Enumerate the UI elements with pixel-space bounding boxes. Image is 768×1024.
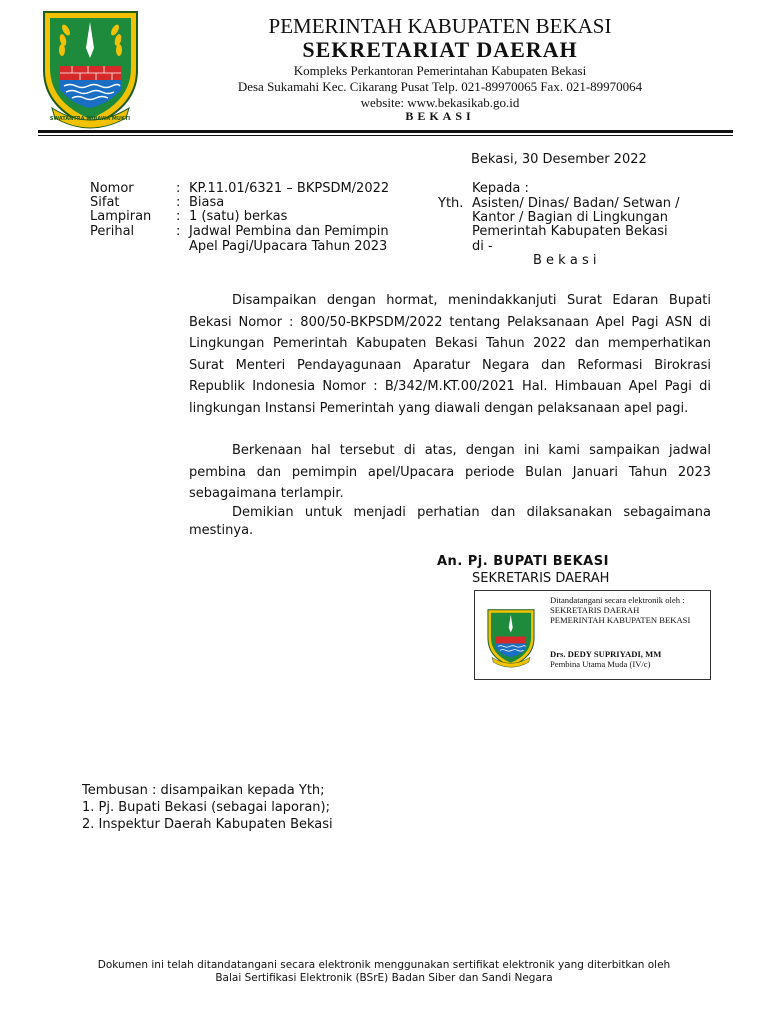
- footer-line-2: Balai Sertifikasi Elektronik (BSrE) Badan Siber dan Sandi Negara: [215, 972, 553, 984]
- signature-office: SEKRETARIS DAERAH: [472, 571, 610, 586]
- lampiran-value: 1 (satu) berkas: [189, 209, 288, 224]
- esign-office-2: PEMERINTAH KABUPATEN BEKASI: [550, 615, 691, 625]
- electronic-signature-box: [474, 590, 711, 680]
- body-paragraph-2: Berkenaan hal tersebut di atas, dengan ini kami sampaikan jadwal pembina dan pemimpin apel/Upacara periode Bulan Januari Tahun 2023 sebagaimana terlampir.: [189, 443, 711, 501]
- body-paragraph-1: Disampaikan dengan hormat, menindakkanjuti Surat Edaran Bupati Bekasi Nomor : 800/50-BKPSDM/2022 tentang Pelaksanaan Apel Pagi ASN di Lingkungan Pemerintah Kabupaten Bekasi Tahun 2022 dan memperhatikan Surat Menteri Pendayagunaan Aparatur Negara dan Reformasi Birokrasi Republik Indonesia Nomor : B/342/M.KT.00/2021 Hal. Himbauan Apel Pagi di lingkungan Instansi Pemerintah yang diawali dengan pelaksanaan apel pagi.: [189, 293, 711, 416]
- sifat-value: Biasa: [189, 195, 225, 210]
- sifat-label: Sifat: [90, 195, 120, 210]
- department-name: SEKRETARIAT DAERAH: [302, 37, 578, 62]
- svg-text:SWATANTRA WIBAWA MUKTI: SWATANTRA WIBAWA MUKTI: [49, 116, 131, 122]
- recipient-yth: Yth.: [438, 196, 464, 211]
- sifat-colon: :: [176, 195, 181, 210]
- recipient-line-1: Asisten/ Dinas/ Badan/ Setwan /: [472, 196, 680, 211]
- letterhead-rule-thin: [38, 135, 733, 136]
- footer-line-1: Dokumen ini telah ditandatangani secara elektronik menggunakan sertifikat elektronik yang diterbitkan oleh: [97, 959, 671, 971]
- recipient-line-3: Pemerintah Kabupaten Bekasi: [472, 224, 668, 239]
- perihal-label: Perihal: [90, 224, 135, 239]
- nomor-colon: :: [176, 181, 181, 196]
- body-paragraph-3: Demikian untuk menjadi perhatian dan dilaksanakan sebagaimana mestinya.: [189, 505, 711, 538]
- letterhead-city: BEKASI: [405, 109, 475, 123]
- kabupaten-bekasi-emblem-logo: [38, 8, 143, 130]
- esign-rank: Pembina Utama Muda (IV/c): [550, 659, 651, 669]
- letter-date: Bekasi, 30 Desember 2022: [471, 152, 647, 167]
- website-line: website: www.bekasikab.go.id: [360, 95, 520, 110]
- nomor-value: KP.11.01/6321 – BKPSDM/2022: [189, 181, 390, 196]
- esign-name: Drs. DEDY SUPRIYADI, MM: [550, 649, 662, 659]
- esign-office-1: SEKRETARIS DAERAH: [550, 605, 640, 615]
- esign-intro: Ditandatangani secara elektronik oleh :: [550, 595, 685, 605]
- address-line-2: Desa Sukamahi Kec. Cikarang Pusat Telp. 021-89970065 Fax. 021-89970064: [237, 79, 643, 94]
- recipient-line-4: di -: [472, 239, 493, 254]
- lampiran-label: Lampiran: [90, 209, 152, 224]
- tembusan-item-1: 1. Pj. Bupati Bekasi (sebagai laporan);: [82, 800, 330, 815]
- recipient-kepada: Kepada :: [472, 181, 529, 196]
- perihal-value-line-1: Jadwal Pembina dan Pemimpin: [189, 224, 389, 239]
- tembusan-item-2: 2. Inspektur Daerah Kabupaten Bekasi: [82, 817, 333, 832]
- recipient-line-2: Kantor / Bagian di Lingkungan: [472, 210, 669, 225]
- address-line-1: Kompleks Perkantoran Pemerintahan Kabupaten Bekasi: [293, 63, 587, 78]
- perihal-colon: :: [176, 224, 181, 239]
- nomor-label: Nomor: [90, 181, 134, 196]
- esign-emblem-logo: [485, 601, 537, 675]
- recipient-city: B e k a s i: [533, 253, 597, 268]
- signature-title: An. Pj. BUPATI BEKASI: [437, 554, 609, 569]
- letterhead-rule-thick: [38, 130, 733, 133]
- government-name: PEMERINTAH KABUPATEN BEKASI: [268, 14, 612, 38]
- tembusan-heading: Tembusan : disampaikan kepada Yth;: [82, 783, 325, 798]
- lampiran-colon: :: [176, 209, 181, 224]
- perihal-value-line-2: Apel Pagi/Upacara Tahun 2023: [189, 239, 388, 254]
